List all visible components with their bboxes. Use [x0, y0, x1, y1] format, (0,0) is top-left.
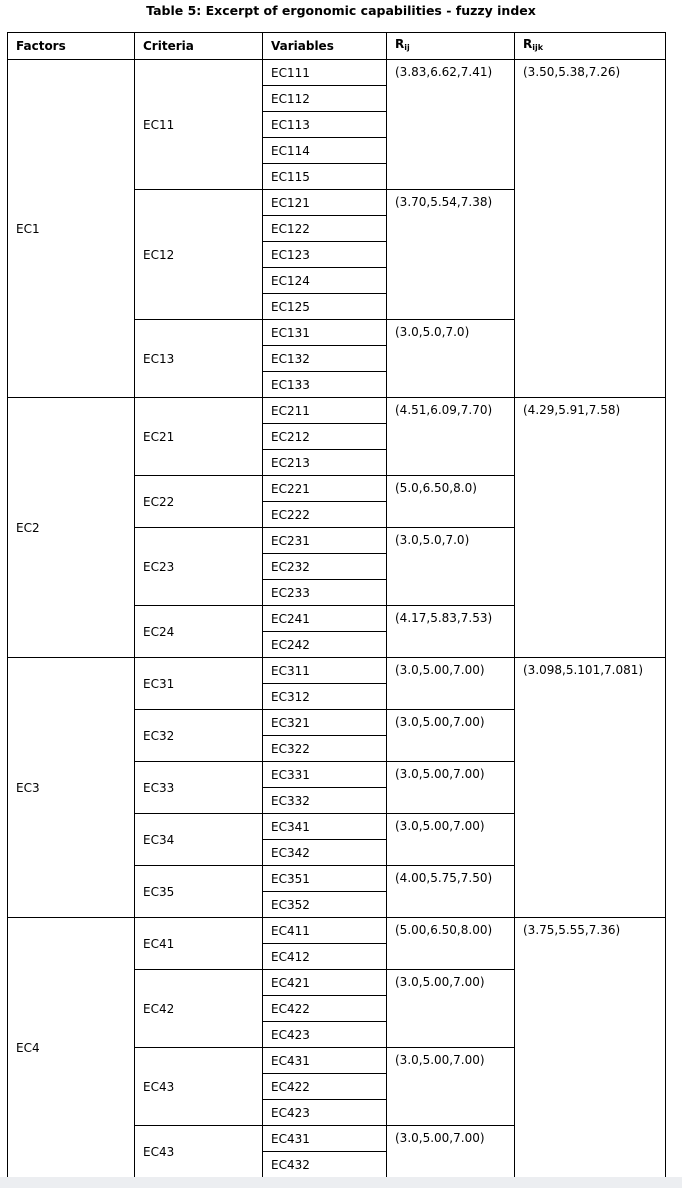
variable-cell: EC125 [263, 294, 387, 320]
variable-cell: EC321 [263, 710, 387, 736]
header-variables: Variables [263, 33, 387, 60]
rij-cell: (3.0,5.0,7.0) [387, 320, 515, 398]
variable-cell: EC124 [263, 268, 387, 294]
criteria-cell: EC32 [135, 710, 263, 762]
rij-cell: (3.0,5.00,7.00) [387, 970, 515, 1048]
variable-cell: EC422 [263, 1074, 387, 1100]
rijk-cell: (3.75,5.55,7.36) [515, 918, 666, 1178]
variable-cell: EC431 [263, 1126, 387, 1152]
criteria-cell: EC34 [135, 814, 263, 866]
variable-cell: EC233 [263, 580, 387, 606]
criteria-cell: EC24 [135, 606, 263, 658]
rij-cell: (3.83,6.62,7.41) [387, 60, 515, 190]
rij-cell: (4.51,6.09,7.70) [387, 398, 515, 476]
variable-cell: EC123 [263, 242, 387, 268]
header-rijk-base: R [523, 37, 533, 51]
variable-cell: EC432 [263, 1152, 387, 1178]
variable-cell: EC132 [263, 346, 387, 372]
variable-cell: EC221 [263, 476, 387, 502]
variable-cell: EC212 [263, 424, 387, 450]
table-title: Table 5: Excerpt of ergonomic capabilities - fuzzy index [146, 3, 536, 18]
criteria-cell: EC22 [135, 476, 263, 528]
variable-cell: EC133 [263, 372, 387, 398]
variable-cell: EC423 [263, 1100, 387, 1126]
factor-cell: EC1 [8, 60, 135, 398]
criteria-cell: EC33 [135, 762, 263, 814]
rij-cell: (3.0,5.00,7.00) [387, 710, 515, 762]
table-row [8, 918, 666, 944]
table-row [8, 658, 666, 684]
rij-cell: (4.00,5.75,7.50) [387, 866, 515, 918]
header-rij-sub: ij [404, 43, 410, 52]
table-row [8, 398, 666, 424]
variable-cell: EC114 [263, 138, 387, 164]
factor-cell: EC4 [8, 918, 135, 1178]
variable-cell: EC341 [263, 814, 387, 840]
criteria-cell: EC12 [135, 190, 263, 320]
variable-cell: EC222 [263, 502, 387, 528]
rij-cell: (3.0,5.00,7.00) [387, 1126, 515, 1178]
variable-cell: EC131 [263, 320, 387, 346]
variable-cell: EC431 [263, 1048, 387, 1074]
header-factors: Factors [8, 33, 135, 60]
variable-cell: EC213 [263, 450, 387, 476]
variable-cell: EC342 [263, 840, 387, 866]
criteria-cell: EC43 [135, 1048, 263, 1126]
rijk-cell: (4.29,5.91,7.58) [515, 398, 666, 658]
rij-cell: (3.0,5.00,7.00) [387, 762, 515, 814]
variable-cell: EC312 [263, 684, 387, 710]
header-rijk [515, 33, 666, 60]
variable-cell: EC122 [263, 216, 387, 242]
header-criteria: Criteria [135, 33, 263, 60]
variable-cell: EC332 [263, 788, 387, 814]
header-row [8, 33, 666, 60]
factor-cell: EC3 [8, 658, 135, 918]
variable-cell: EC411 [263, 918, 387, 944]
variable-cell: EC352 [263, 892, 387, 918]
variable-cell: EC423 [263, 1022, 387, 1048]
variable-cell: EC115 [263, 164, 387, 190]
variable-cell: EC242 [263, 632, 387, 658]
rij-cell: (3.0,5.0,7.0) [387, 528, 515, 606]
variable-cell: EC231 [263, 528, 387, 554]
variable-cell: EC331 [263, 762, 387, 788]
variable-cell: EC112 [263, 86, 387, 112]
rijk-cell: (3.50,5.38,7.26) [515, 60, 666, 398]
criteria-cell: EC42 [135, 970, 263, 1048]
rij-cell: (5.00,6.50,8.00) [387, 918, 515, 970]
variable-cell: EC412 [263, 944, 387, 970]
table-row [8, 60, 666, 86]
criteria-cell: EC23 [135, 528, 263, 606]
page-bottom-band [0, 1177, 682, 1188]
rij-cell: (4.17,5.83,7.53) [387, 606, 515, 658]
criteria-cell: EC31 [135, 658, 263, 710]
variable-cell: EC422 [263, 996, 387, 1022]
variable-cell: EC113 [263, 112, 387, 138]
rij-cell: (5.0,6.50,8.0) [387, 476, 515, 528]
variable-cell: EC211 [263, 398, 387, 424]
rijk-cell: (3.098,5.101,7.081) [515, 658, 666, 918]
variable-cell: EC241 [263, 606, 387, 632]
rij-cell: (3.0,5.00,7.00) [387, 658, 515, 710]
header-rijk-sub: ijk [532, 43, 544, 52]
header-rij-base: R [395, 37, 405, 51]
criteria-cell: EC43 [135, 1126, 263, 1178]
rij-cell: (3.0,5.00,7.00) [387, 1048, 515, 1126]
rij-cell: (3.70,5.54,7.38) [387, 190, 515, 320]
variable-cell: EC351 [263, 866, 387, 892]
header-rij [387, 33, 515, 60]
fuzzy-index-table [7, 32, 666, 1178]
criteria-cell: EC41 [135, 918, 263, 970]
variable-cell: EC121 [263, 190, 387, 216]
variable-cell: EC421 [263, 970, 387, 996]
variable-cell: EC111 [263, 60, 387, 86]
variable-cell: EC232 [263, 554, 387, 580]
criteria-cell: EC13 [135, 320, 263, 398]
criteria-cell: EC11 [135, 60, 263, 190]
variable-cell: EC311 [263, 658, 387, 684]
rij-cell: (3.0,5.00,7.00) [387, 814, 515, 866]
factor-cell: EC2 [8, 398, 135, 658]
criteria-cell: EC21 [135, 398, 263, 476]
criteria-cell: EC35 [135, 866, 263, 918]
variable-cell: EC322 [263, 736, 387, 762]
